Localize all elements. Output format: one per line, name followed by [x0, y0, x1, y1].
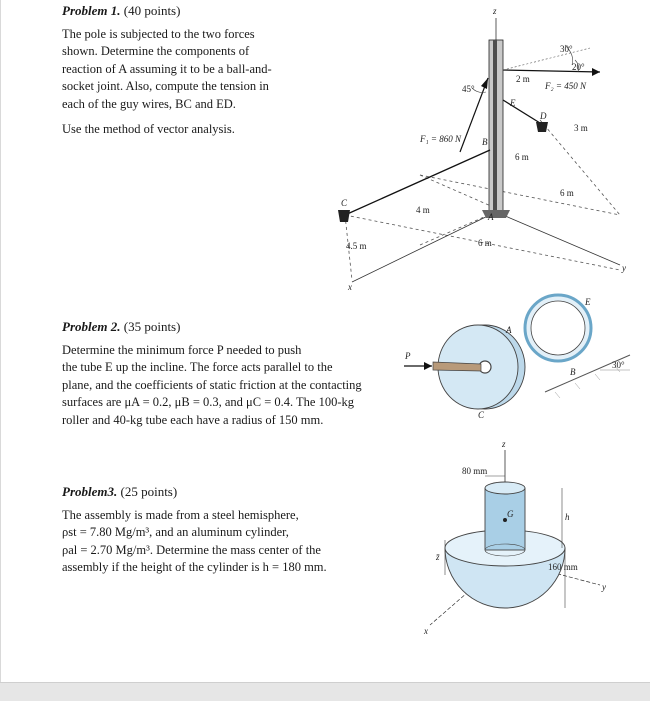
problem1-line-5: each of the guy wires, BC and ED. [62, 96, 236, 111]
label-a2: A [506, 325, 512, 335]
label-d: D [540, 111, 547, 121]
problem3-line-1: The assembly is made from a steel hemisphere, [62, 507, 299, 522]
bottom-bar [0, 682, 650, 701]
problem2-points: (35 points) [123, 319, 181, 334]
problem1-method: Use the method of vector analysis. [62, 122, 235, 136]
label-45: 45° [462, 84, 475, 94]
cylinder-top [485, 482, 525, 494]
label-p: P [405, 351, 411, 361]
label-6m-b: 6 m [560, 188, 574, 198]
problem3-line-4: assembly if the height of the cylinder is h = 180 mm. [62, 560, 327, 574]
label-3m: 3 m [574, 123, 588, 133]
label-20: 20° [572, 62, 585, 72]
p3-x-label: x [424, 626, 428, 636]
label-zbar: z̄ [436, 552, 440, 562]
problem3-points: (25 points) [120, 484, 178, 499]
label-e: E [510, 98, 516, 108]
problem2-line-1: Determine the minimum force P needed to push [62, 342, 302, 357]
label-30: 30° [560, 44, 573, 54]
problem1-line-4: socket joint. Also, compute the tension in [62, 79, 269, 93]
problem1-line-1: The pole is subjected to the two forces [62, 26, 255, 41]
problem1-title: Problem 1. [62, 3, 121, 18]
p1-z-label: z [493, 6, 497, 16]
label-160mm: 160 mm [548, 562, 578, 572]
p1-x-label: x [348, 282, 352, 292]
label-2m: 2 m [516, 74, 530, 84]
problem3-line-3: ρal = 2.70 Mg/m³. Determine the mass center of the [62, 542, 321, 557]
problem2-title: Problem 2. [62, 319, 121, 334]
label-6m-c: 6 m [478, 238, 492, 248]
label-h: h [565, 512, 570, 522]
problem3-line-2: ρst = 7.80 Mg/m³, and an aluminum cylinder, [62, 525, 289, 539]
p3-z-label: z [502, 439, 506, 449]
label-45m: 4.5 m [346, 241, 367, 251]
label-b2: B [570, 367, 576, 377]
problem2-line-4: surfaces are μA = 0.2, μB = 0.3, and μC = 0.4. The 100-kg [62, 395, 355, 409]
problem1-line-2: shown. Determine the components of [62, 44, 250, 58]
label-80mm: 80 mm [462, 466, 488, 476]
label-e2: E [585, 297, 591, 307]
problem1-line-3: reaction of A assuming it to be a ball-and- [62, 61, 272, 76]
label-f1: F₁ = 860 N [420, 134, 461, 144]
problem3-title: Problem3. [62, 484, 118, 499]
problem2-line-2: the tube E up the incline. The force acts parallel to the [62, 360, 333, 374]
label-b: B [482, 137, 488, 147]
label-a: A [488, 212, 494, 222]
p1-y-label: y [622, 263, 626, 273]
label-c2: C [478, 410, 485, 420]
problem2-line-5: roller and 40-kg tube each have a radius of 150 mm. [62, 412, 324, 427]
label-g: G [507, 509, 514, 519]
label-6m-a: 6 m [515, 152, 529, 162]
label-f2: F₂ = 450 N [545, 81, 586, 91]
problem2-line-3: plane, and the coefficients of static friction at the contacting [62, 377, 362, 392]
p3-y-label: y [602, 582, 606, 592]
problem1-points: (40 points) [123, 3, 181, 18]
label-30deg: 30° [612, 360, 625, 370]
label-4m: 4 m [416, 205, 430, 215]
label-c: C [341, 198, 348, 208]
